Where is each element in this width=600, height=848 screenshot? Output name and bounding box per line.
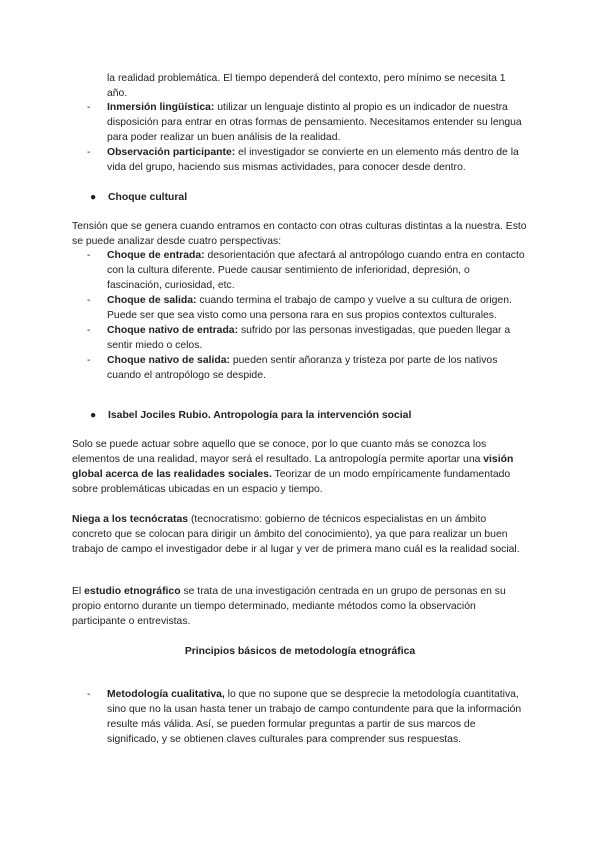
dash-bullet: - — [87, 325, 91, 336]
paragraph-tecnocratas — [72, 512, 528, 557]
para-bold: estudio etnográfico — [84, 586, 181, 597]
para-bold: Niega a los tecnócratas — [72, 514, 189, 525]
section-heading-isabel — [90, 408, 411, 423]
list-item — [87, 145, 527, 175]
dash-bullet: - — [87, 355, 91, 366]
list-term: Choque nativo de entrada: — [107, 325, 239, 336]
list-term: Metodología cualitativa, — [107, 689, 225, 700]
list-text: utilizar un lenguaje distinto al propio es un indicador de nuestra disposición para entrar en otras formas de pensamiento. Necesitamos entender su lengua para poder realizar un buen análisis de la realidad. — [107, 102, 522, 143]
para-text: El — [72, 586, 85, 597]
list-term: Choque de entrada: — [107, 250, 205, 261]
dash-bullet: - — [87, 102, 91, 113]
principios-list — [87, 687, 527, 747]
dash-bullet: - — [87, 250, 91, 261]
list-text: lo que no supone que se desprecie la metodología cuantitativa, sino que no la usan hasta tener un trabajo de campo contundente para que la información resulte más válida. Así, se pueden formular preguntas a partir de sus marcos de significado, y se obtienen claves culturales para comprender sus respuestas. — [107, 689, 522, 745]
list-term: Choque nativo de salida: — [107, 355, 230, 366]
list-text: el investigador se convierte en un elemento más dentro de la vida del grupo, haciendo sus mismas actividades, para conocer desde dentro. — [107, 147, 519, 173]
continuation-text: la realidad problemática. El tiempo dependerá del contexto, pero mínimo se necesita 1 año. — [107, 73, 506, 99]
heading-text: Choque cultural — [108, 192, 188, 203]
bullet-dot: ● — [90, 410, 97, 421]
paragraph-etnografico — [72, 584, 528, 629]
list-item — [87, 293, 527, 323]
para-text: Solo se puede actuar sobre aquello que se conoce, por lo que cuanto más se conozca los elementos de una realidad, mayor será el resultado. La antropología permite aportar una — [72, 439, 487, 465]
list-item — [87, 248, 527, 293]
bullet-dot: ● — [90, 192, 97, 203]
list-item — [87, 687, 527, 747]
list-item — [87, 353, 527, 383]
para-bold: visión global acerca de las realidades sociales. — [72, 454, 514, 480]
para-text: se trata de una investigación centrada en un grupo de personas en su propio entorno durante un tiempo determinado, mediante métodos como la observación participante o entrevistas. — [72, 586, 506, 627]
dash-bullet: - — [87, 295, 91, 306]
para-text: Teorizar de un modo empíricamente fundamentado sobre problemáticas ubicadas en un espacio y tiempo. — [72, 469, 511, 495]
dash-bullet: - — [87, 147, 91, 158]
list-item — [87, 323, 527, 353]
paragraph-vision — [72, 437, 528, 497]
dash-bullet: - — [87, 689, 91, 700]
heading-text: Principios básicos de metodología etnográfica — [184, 646, 416, 657]
list-text: pueden sentir añoranza y tristeza por parte de los nativos cuando el antropólogo se despide. — [107, 355, 498, 381]
para-text: (tecnocratismo: gobierno de técnicos especialistas en un ámbito concreto que se colocan para dirigir un ámbito del conocimiento), ya que para realizar un buen trabajo de campo el investigador debe ir al lugar y ver de primera mano cuál es la realidad social. — [72, 514, 520, 555]
section-heading-choque — [90, 190, 187, 205]
list-term: Observación participante: — [107, 147, 236, 158]
choque-intro: Tensión que se genera cuando entramos en contacto con otras culturas distintas a la nuestra. Esto se puede analizar desde cuatro perspectivas: — [72, 221, 527, 247]
list-item — [87, 100, 527, 145]
choque-list — [87, 248, 527, 383]
list-text: cuando termina el trabajo de campo y vuelve a su cultura de origen. Puede ser que sea visto como una persona rara en sus propios contextos culturales. — [107, 295, 512, 321]
method-list — [87, 100, 527, 175]
list-text: sufrido por las personas investigadas, que pueden llegar a sentir miedo o celos. — [107, 325, 511, 351]
list-term: Inmersión lingüística: — [107, 102, 215, 113]
heading-text: Isabel Jociles Rubio. Antropología para la intervención social — [108, 410, 412, 421]
list-term: Choque de salida: — [107, 295, 197, 306]
section-heading-principios — [0, 644, 600, 659]
list-text: desorientación que afectará al antropólogo cuando entra en contacto con la cultura diferente. Puede causar sentimiento de inferioridad, depresión, o fascinación, curiosidad, etc. — [107, 250, 525, 291]
